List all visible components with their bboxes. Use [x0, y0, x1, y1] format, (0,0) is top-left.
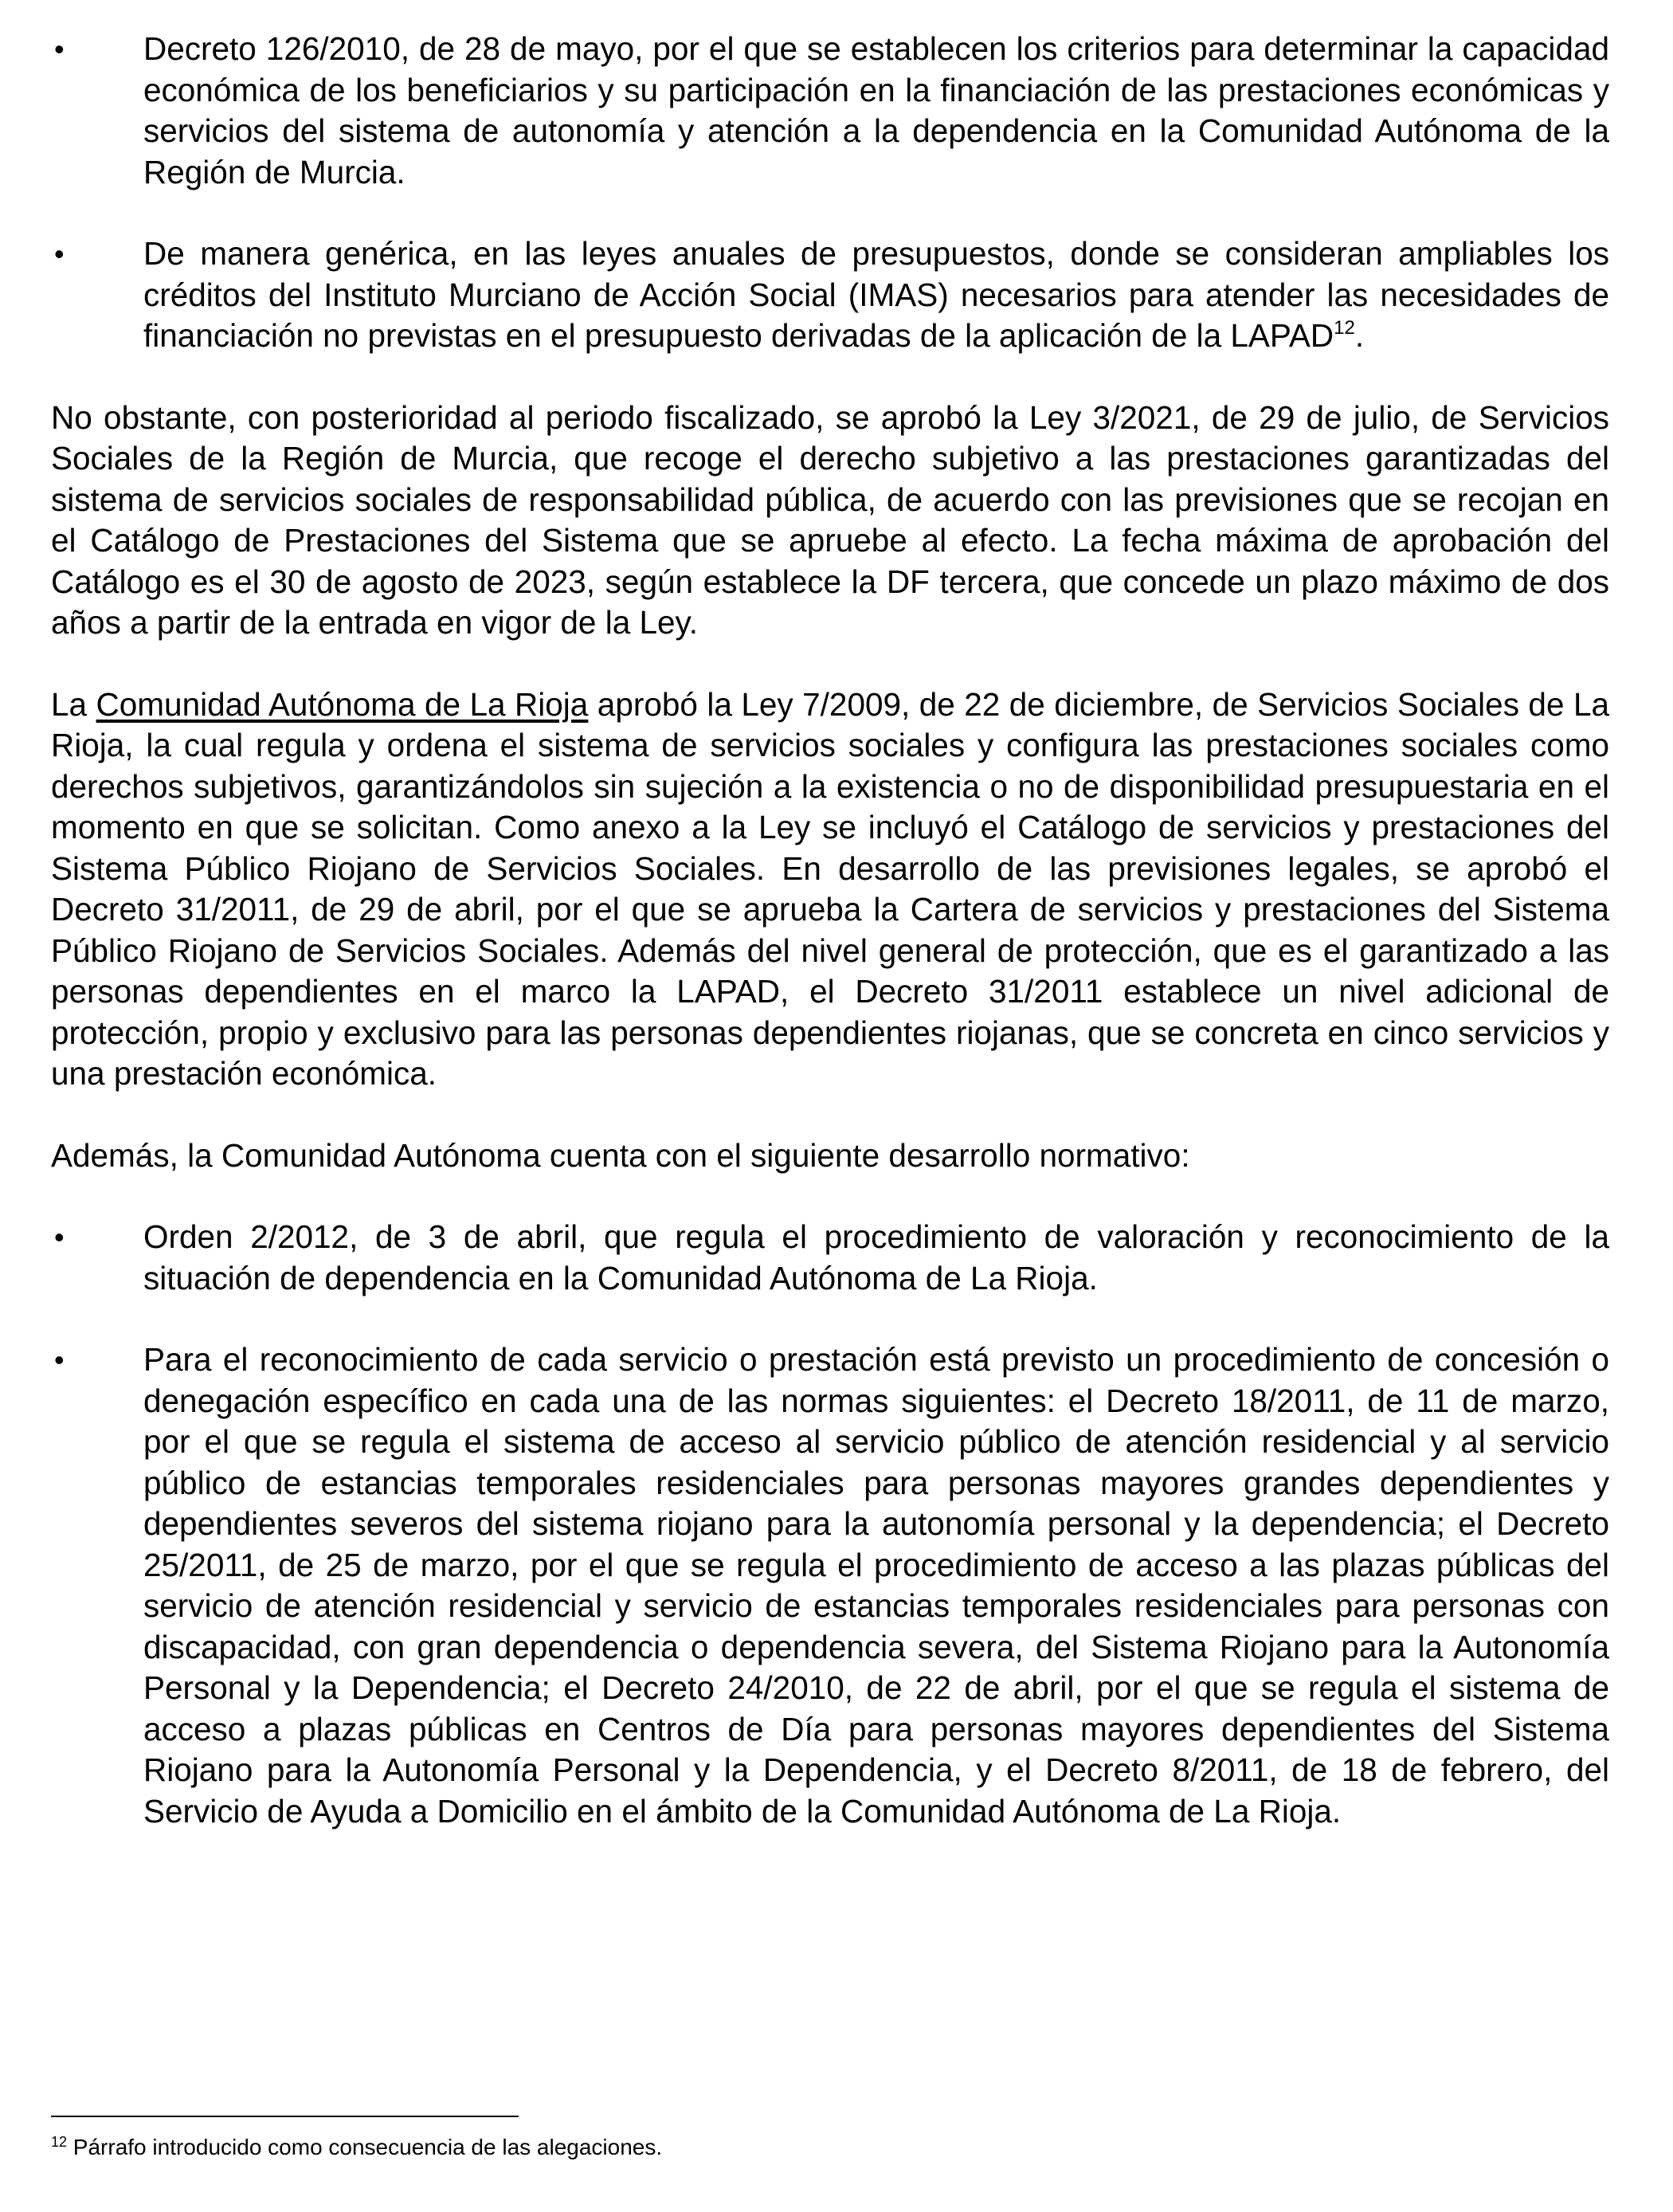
bullet-icon: • — [54, 1343, 65, 1376]
footnote-reference[interactable]: 12 — [1334, 317, 1355, 339]
footnote-number: 12 — [51, 2134, 68, 2150]
bullet-icon: • — [54, 1221, 65, 1253]
list-item — [51, 29, 1609, 193]
list-item-text: Para el reconocimiento de cada servicio o prestación está previsto un procedimiento de concesión o denegación específico en cada una de las normas siguientes: el Decreto 18/2011, de 11 de marzo, por el que se regula el sistema de acceso al servicio público de atención residencial y al servicio público de estancias temporales residenciales para personas mayores grandes dependientes y dependientes severos del sistema riojano para la autonomía personal y la dependencia; el Decreto 25/2011, de 25 de marzo, por el que se regula el procedimiento de acceso a las plazas públicas del servicio de atención residencial y servicio de estancias temporales residenciales para personas con discapacidad, con gran dependencia o dependencia severa, del Sistema Riojano para la Autonomía Personal y la Dependencia; el Decreto 24/2010, de 22 de abril, por el que se regula el sistema de acceso a plazas públicas en Centros de Día para personas mayores dependientes del Sistema Riojano para la Autonomía Personal y la Dependencia, y el Decreto 8/2011, de 18 de febrero, del Servicio de Ayuda a Domicilio en el ámbito de la Comunidad Autónoma de La Rioja. — [143, 1341, 1609, 1830]
list-item — [51, 1339, 1609, 1832]
list-item-text: Orden 2/2012, de 3 de abril, que regula el procedimiento de valoración y reconocimiento de la situación de dependencia en la Comunidad Autónoma de La Rioja. — [143, 1218, 1609, 1296]
paragraph-intro-list: Además, la Comunidad Autónoma cuenta con el siguiente desarrollo normativo: — [51, 1136, 1190, 1174]
paragraph-rioja — [51, 684, 1609, 1095]
footnote-divider — [51, 2116, 519, 2117]
list-item-text-end: . — [1354, 317, 1365, 354]
footnote — [51, 2133, 1609, 2162]
paragraph-lead: La — [51, 685, 96, 723]
bullet-icon: • — [54, 33, 65, 65]
footnote-text: Párrafo introducido como consecuencia de las alegaciones. — [67, 2135, 663, 2159]
list-item — [51, 233, 1609, 357]
paragraph-murcia: No obstante, con posterioridad al periodo fiscalizado, se aprobó la Ley 3/2021, de 29 de julio, de Servicios Sociales de la Región de Murcia, que recoge el derecho subjetivo a las prestaciones garantizadas del sistema de servicios sociales de responsabilidad pública, de acuerdo con las previsiones que se recojan en el Catálogo de Prestaciones del Sistema que se apruebe al efecto. La fecha máxima de aprobación del Catálogo es el 30 de agosto de 2023, según establece la DF tercera, que concede un plazo máximo de dos años a partir de la entrada en vigor de la Ley. — [51, 398, 1609, 641]
list-item-text: De manera genérica, en las leyes anuales de presupuestos, donde se consideran ampliables los créditos del Instituto Murciano de Acción Social (IMAS) necesarios para atender las necesidades de financiación no previstas en el presupuesto derivadas de la aplicación de la LAPAD — [143, 235, 1609, 354]
document-page — [51, 29, 1609, 1873]
bullet-icon: • — [54, 237, 65, 270]
list-item-text: Decreto 126/2010, de 28 de mayo, por el que se establecen los criterios para determinar la capacidad económica de los beneficiarios y su participación en la financiación de las prestaciones económicas y servicios del sistema de autonomía y atención a la dependencia en la Comunidad Autónoma de la Región de Murcia. — [143, 30, 1609, 190]
paragraph-rest: aprobó la Ley 7/2009, de 22 de diciembre, de Servicios Sociales de La Rioja, la cual regula y ordena el sistema de servicios sociales y configura las prestaciones sociales como derechos subjetivos, garantizándolos sin sujeción a la existencia o no de disponibilidad presupuestaria en el momento en que se solicitan. Como anexo a la Ley se incluyó el Catálogo de servicios y prestaciones del Sistema Público Riojano de Servicios Sociales. En desarrollo de las previsiones legales, se aprobó el Decreto 31/2011, de 29 de abril, por el que se aprueba la Cartera de servicios y prestaciones del Sistema Público Riojano de Servicios Sociales. Además del nivel general de protección, que es el garantizado a las personas dependientes en el marco la LAPAD, el Decreto 31/2011 establece un nivel adicional de protección, propio y exclusivo para las personas dependientes riojanas, que se concreta en cinco servicios y una prestación económica. — [51, 685, 1609, 1092]
underlined-region-name: Comunidad Autónoma de La Rioja — [96, 685, 589, 723]
list-item — [51, 1217, 1609, 1299]
